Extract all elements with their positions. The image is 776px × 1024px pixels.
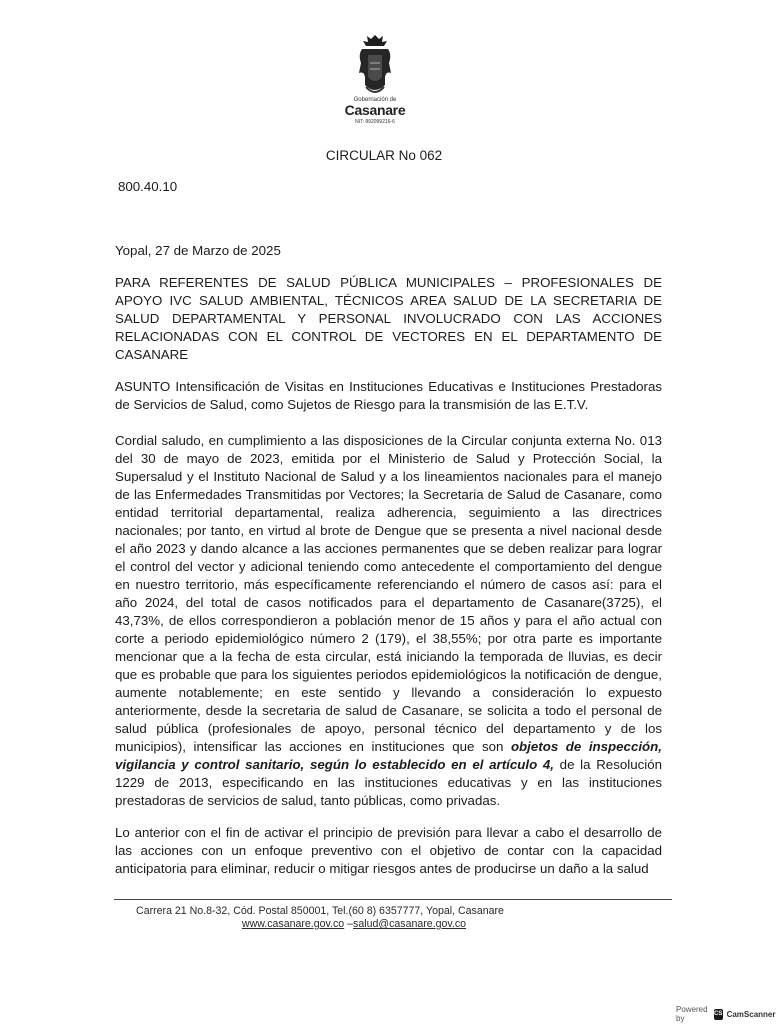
body-paragraph-1 [115, 432, 662, 810]
gobernacion-logo [340, 33, 410, 129]
circular-title: CIRCULAR No 062 [325, 148, 443, 163]
link-separator: – [344, 918, 354, 930]
footer-address: Carrera 21 No.8-32, Cód. Postal 850001, Tel.(60 8) 6357777, Yopal, Casanare [136, 905, 504, 917]
subject: ASUNTO Intensificación de Visitas en Instituciones Educativas e Instituciones Prestadoras de Servicios de Salud, como Sujetos de Riesgo para la transmisión de las E.T.V. [115, 379, 662, 412]
footer-divider [114, 899, 672, 900]
coat-of-arms-icon [356, 33, 394, 99]
addressee: PARA REFERENTES DE SALUD PÚBLICA MUNICIPALES – PROFESIONALES DE APOYO IVC SALUD AMBIENTAL, TÉCNICOS AREA SALUD DE LA SECRETARIA DE SALUD DEPARTAMENTAL Y PERSONAL INVOLUCRADO CON LAS ACCIONES RELACIONADAS CON EL CONTROL DE VECTORES EN EL DEPARTAMENTO DE CASANARE [115, 275, 662, 362]
body-closing: de la Resolución 1229 de 2013, especificando en las instituciones educativas y en las instituciones prestadoras de servicios de salud, tanto públicas, como privadas. [115, 757, 662, 808]
reference-code: 800.40.10 [118, 179, 178, 194]
document-date: Yopal, 27 de Marzo de 2025 [115, 243, 281, 258]
website-link[interactable]: www.casanare.gov.co [241, 918, 345, 930]
body-emphasis: objetos de inspección, vigilancia y control sanitario, según lo establecido en el artículo 4, [115, 739, 662, 772]
camscanner-icon: CS [714, 1009, 723, 1020]
body-intro: Cordial saludo, en cumplimiento a las disposiciones de la Circular conjunta externa No. 013 del 30 de mayo de 2023, emitida por el Ministerio de Salud y Protección Social, la Supersalud y el Instituto Nacional de Salud y a los lineamientos nacionales para el manejo de las Enfermedades Transmitidas por Vectores; la Secretaria de Salud de Casanare, como entidad territorial departamental, realiza adherencia, seguimiento a las directrices nacionales; por tanto, en virtud al brote de Dengue que se presenta a nivel nacional desde el año 2023 y dando alcance a las acciones permanentes que se deben realizar para lograr el control del vector y adicional teniendo como antecedente el comportamiento del dengue en nuestro territorio, más específicamente referenciando el número de casos así: para el año 2024, del total de casos notificados para el departamento de Casanare(3725), el 43,73%, de ellos correspondieron a población menor de 15 años y para el año actual con corte a periodo epidemiológico número 2 (179), el 38,55%; por otra parte es importante mencionar que a la fecha de esta circular, está iniciando la temporada de lluvias, es decir que es probable que para los siguientes periodos epidemiológicos la notificación de dengue, aumente notablemente; en este sentido y llevando a consideración lo expuesto anteriormente, desde la secretaria de salud de Casanare, se solicita a todo el personal de salud pública (profesionales de apoyo, personal técnico del departamento y de los municipios), intensificar las acciones en instituciones que son [115, 433, 662, 754]
logo-name: Casanare [344, 102, 406, 118]
camscanner-badge [676, 1005, 776, 1023]
footer-links [0, 918, 738, 931]
body-paragraph-2: Lo anterior con el fin de activar el principio de previsión para llevar a cabo el desarrollo de las acciones con un enfoque preventivo con el objetivo de contar con la capacidad anticipatoria para eliminar, reducir o mitigar riesgos antes de producirse un daño a la salud [115, 825, 662, 876]
powered-by-label: Powered by [676, 1005, 708, 1023]
camscanner-brand: CamScanner [726, 1009, 776, 1019]
email-link[interactable]: salud@casanare.gov.co [353, 918, 467, 930]
logo-subtitle: Gobernación de [353, 97, 397, 103]
logo-nit: NIT: 892099216-6 [355, 119, 395, 125]
